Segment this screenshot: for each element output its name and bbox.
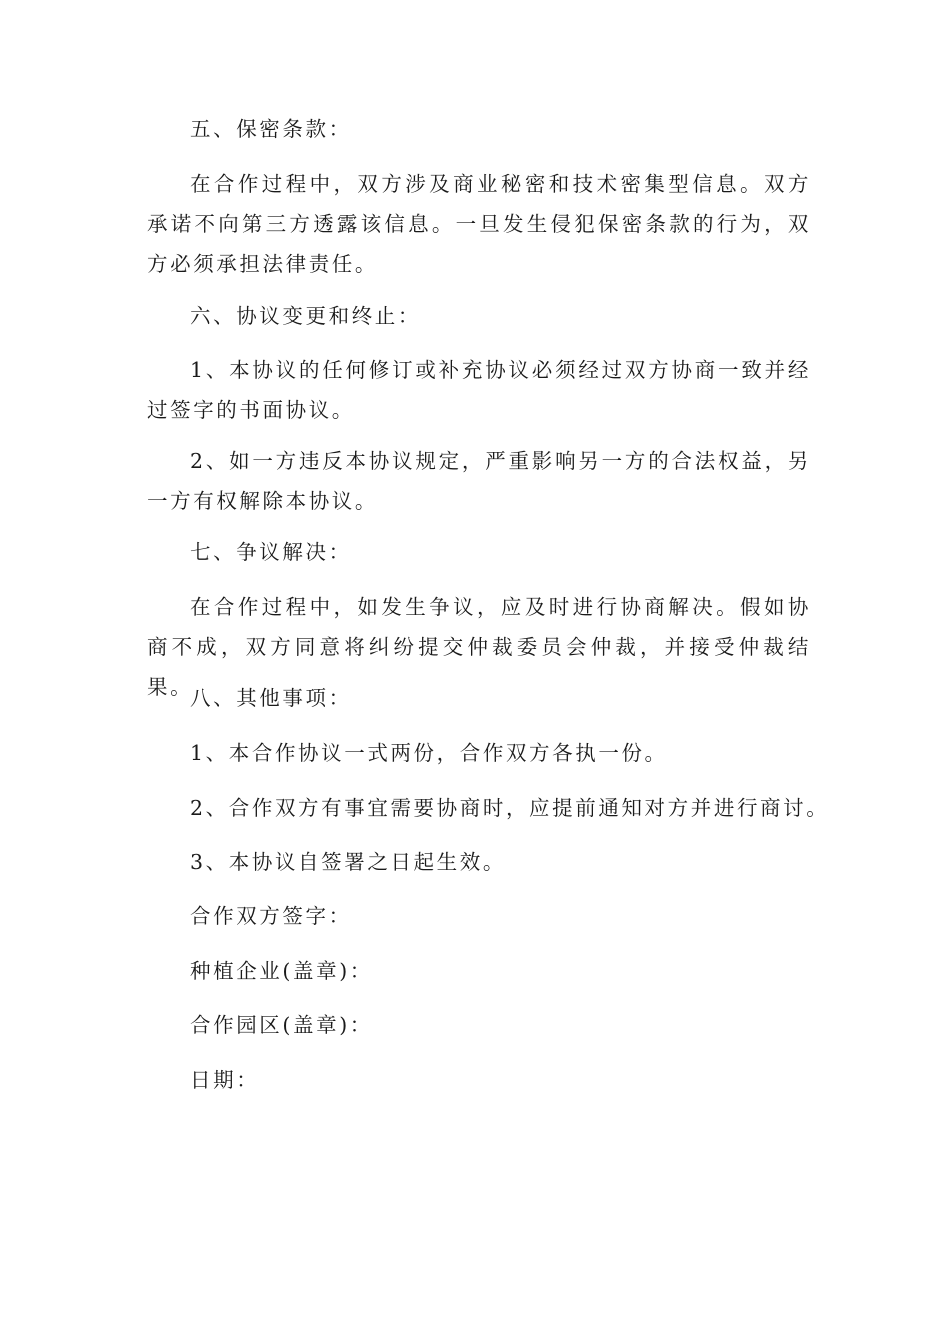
signature-party-2: 合作园区(盖章)： xyxy=(190,1013,373,1037)
paragraph-other-item-3: 3、本协议自签署之日起生效。 xyxy=(190,850,506,874)
paragraph-confidentiality: 在合作过程中，双方涉及商业秘密和技术密集型信息。双方承诺不向第三方透露该信息。一旦发生侵犯保密条款的行为，双方必须承担法律责任。 xyxy=(147,172,811,276)
signature-heading: 合作双方签字： xyxy=(190,904,352,928)
section-heading-confidentiality: 五、保密条款： xyxy=(190,117,352,141)
signature-party-1: 种植企业(盖章)： xyxy=(190,959,373,983)
paragraph-amendment-item-1: 1、本协议的任何修订或补充协议必须经过双方协商一致并经过签字的书面协议。 xyxy=(147,358,811,422)
paragraph-other-item-1: 1、本合作协议一式两份，合作双方各执一份。 xyxy=(190,741,668,765)
section-heading-dispute: 七、争议解决： xyxy=(190,540,352,564)
signature-date: 日期： xyxy=(190,1068,260,1092)
paragraph-amendment-item-2: 2、如一方违反本协议规定，严重影响另一方的合法权益，另一方有权解除本协议。 xyxy=(147,449,811,513)
paragraph-dispute: 在合作过程中，如发生争议，应及时进行协商解决。假如协商不成，双方同意将纠纷提交仲裁委员会仲裁，并接受仲裁结果。 xyxy=(147,595,811,699)
section-heading-other: 八、其他事项： xyxy=(190,686,352,710)
paragraph-other-item-2: 2、合作双方有事宜需要协商时，应提前通知对方并进行商讨。 xyxy=(190,796,830,820)
section-heading-amendment: 六、协议变更和终止： xyxy=(190,304,421,328)
